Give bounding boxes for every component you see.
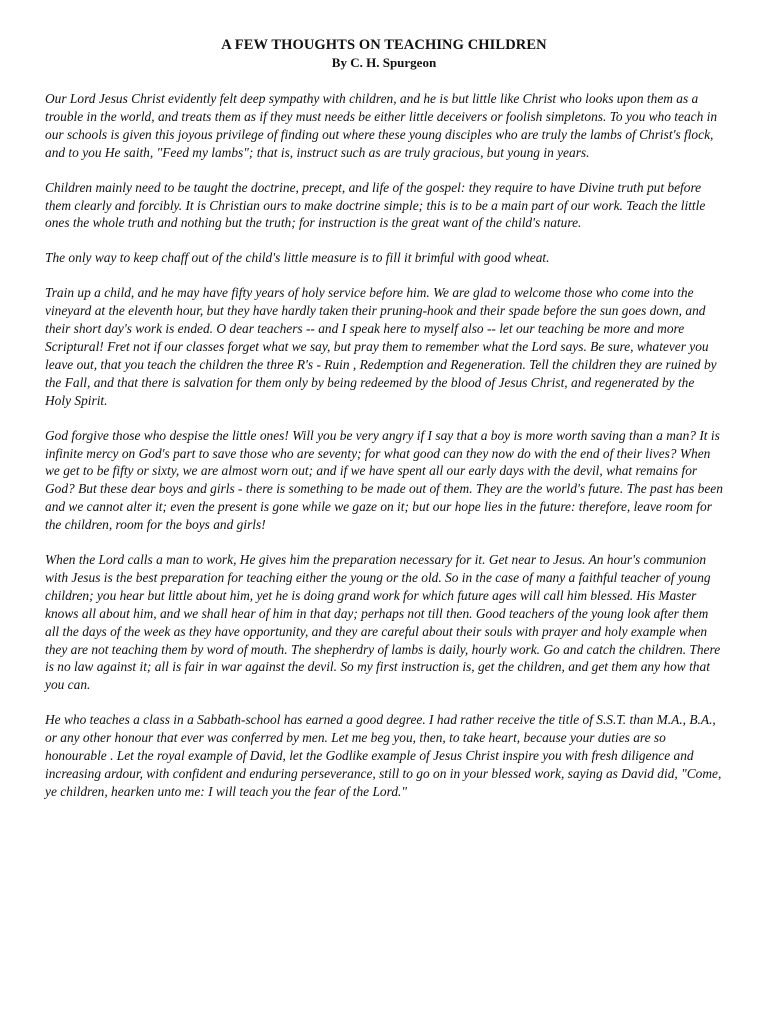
document-body: [45, 90, 723, 801]
author-byline: By C. H. Spurgeon: [331, 55, 437, 70]
paragraph-2: Children mainly need to be taught the doctrine, precept, and life of the gospel: they require to have Divine truth put before them clearly and forcibly. It is Christian ours to make doctrine simple; this is to be a main part of our work. Teach the little ones the whole truth and nothing but the truth; for instruction is the great want of the child's nature.: [45, 179, 706, 231]
paragraph-3: The only way to keep chaff out of the child's little measure is to fill it brimful with good wheat.: [45, 250, 550, 266]
paragraph-1: Our Lord Jesus Christ evidently felt deep sympathy with children, and he is but little like Christ who looks upon them as a trouble in the world, and treats them as if they must needs be either little deceivers or foolish simpletons. To you who teach in our schools is given this joyous privilege of finding out where these young disciples who are truly the lambs of Christ's flock, and to you He saith, "Feed my lambs"; that is, instruct such as are truly gracious, but young in years.: [45, 91, 718, 160]
paragraph-4: Train up a child, and he may have fifty years of holy service before him. We are glad to welcome those who come into the vineyard at the eleventh hour, but they have hardly taken their pruning-hook and their spade before the sun goes down, and their short day's work is ended. O dear teachers -- and I speak here to myself also -- let our teaching be more and more Scriptural! Fret not if our classes forget what we say, but pray them to remember what the Lord says. Be sure, whatever you leave out, that you teach the children the three R's - Ruin , Redemption and Regeneration. Tell the children they are ruined by the Fall, and that there is salvation for them only by being redeemed by the blood of Jesus Christ, and regenerated by the Holy Spirit.: [45, 285, 717, 408]
paragraph-5: God forgive those who despise the little ones! Will you be very angry if I say that a boy is more worth saving than a man? It is infinite mercy on God's part to save those who are seventy; for what good can they now do with the end of their lives? When we get to be fifty or sixty, we are almost worn out; and if we have spent all our early days with the devil, what remains for God? But these dear boys and girls - there is something to be made out of them. They are the world's future. The past has been and we cannot alter it; even the present is gone while we gaze on it; but our hope lies in the future: therefore, leave room for the children, room for the boys and girls!: [45, 427, 723, 533]
paragraph-7: He who teaches a class in a Sabbath-school has earned a good degree. I had rather receive the title of S.S.T. than M.A., B.A., or any other honour that ever was conferred by men. Let me beg you, then, to take heart, because your duties are so honourable . Let the royal example of David, let the Godlike example of Jesus Christ inspire you with fresh diligence and increasing ardour, with confident and enduring perseverance, still to go on in your blessed work, saying as David did, "Come, ye children, hearken unto me: I will teach you the fear of the Lord.": [45, 712, 722, 799]
document-title: A FEW THOUGHTS ON TEACHING CHILDREN: [221, 37, 547, 53]
paragraph-6: When the Lord calls a man to work, He gives him the preparation necessary for it. Get near to Jesus. An hour's communion with Jesus is the best preparation for teaching either the young or the old. So in the case of many a faithful teacher of young children; you hear but little about him, yet he is doing grand work for which future ages will call him blessed. His Master knows all about him, and we shall hear of him in that day; perhaps not till then. Good teachers of the young look after them all the days of the week as they have opportunity, and they are careful about their souls with prayer and holy example when they are not teaching them by word of mouth. The shepherdry of lambs is daily, hourly work. Go and catch the children. There is no law against it; all is fair in war against the devil. So my first instruction is, get the children, and get them any how that you can.: [45, 552, 721, 693]
